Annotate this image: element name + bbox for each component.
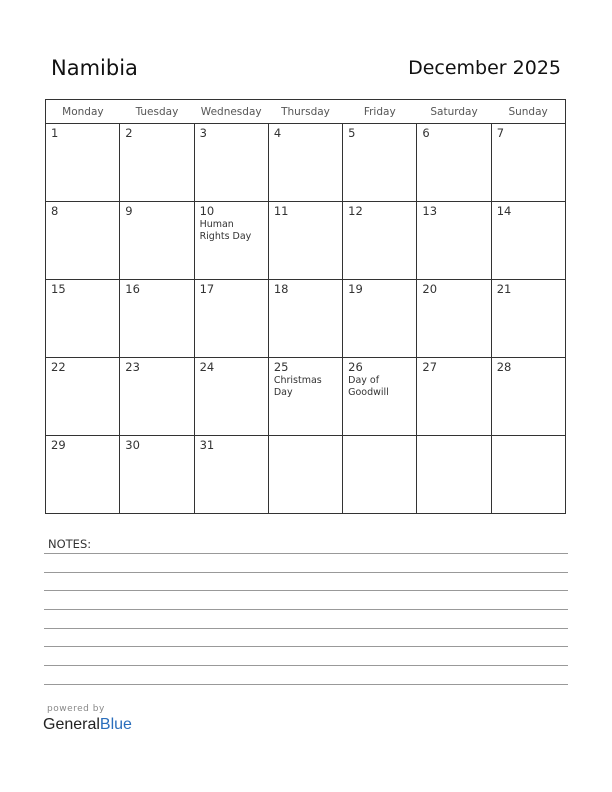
note-line bbox=[44, 590, 568, 591]
weekday-thursday: Thursday bbox=[268, 100, 342, 124]
week-row bbox=[46, 280, 566, 358]
day-cell bbox=[46, 358, 120, 436]
day-cell bbox=[417, 358, 491, 436]
note-line bbox=[44, 646, 568, 647]
day-number: 22 bbox=[51, 360, 66, 374]
day-cell bbox=[46, 124, 120, 202]
day-cell bbox=[343, 202, 417, 280]
day-cell bbox=[46, 280, 120, 358]
day-number: 3 bbox=[199, 126, 207, 140]
day-number: 8 bbox=[51, 204, 59, 218]
day-cell bbox=[417, 202, 491, 280]
week-row bbox=[46, 202, 566, 280]
day-cell bbox=[120, 358, 194, 436]
brand-blue: Blue bbox=[99, 716, 132, 733]
day-cell bbox=[343, 280, 417, 358]
day-cell bbox=[491, 436, 565, 514]
day-number: 17 bbox=[199, 282, 215, 296]
brand-general: General bbox=[43, 716, 100, 733]
week-row bbox=[46, 436, 566, 514]
day-number: 18 bbox=[273, 282, 289, 296]
weekday-wednesday: Wednesday bbox=[194, 100, 268, 124]
note-line bbox=[44, 553, 568, 554]
day-cell bbox=[417, 436, 491, 514]
day-cell bbox=[194, 202, 268, 280]
day-number: 19 bbox=[348, 282, 363, 296]
week-row bbox=[46, 358, 566, 436]
day-cell bbox=[120, 124, 194, 202]
day-number: 23 bbox=[125, 360, 140, 374]
day-cell bbox=[268, 280, 342, 358]
day-cell bbox=[268, 436, 342, 514]
day-cell bbox=[46, 202, 120, 280]
day-cell bbox=[268, 202, 342, 280]
weekday-friday: Friday bbox=[343, 100, 417, 124]
day-number: 25 bbox=[273, 360, 289, 374]
day-cell bbox=[491, 202, 565, 280]
day-number: 5 bbox=[348, 126, 356, 140]
day-number: 16 bbox=[125, 282, 140, 296]
day-cell bbox=[417, 124, 491, 202]
day-cell bbox=[194, 436, 268, 514]
day-number: 30 bbox=[125, 438, 140, 452]
note-line bbox=[44, 628, 568, 629]
day-cell bbox=[194, 358, 268, 436]
day-cell bbox=[46, 436, 120, 514]
day-number: 4 bbox=[273, 126, 282, 140]
holiday-label: Day of Goodwill bbox=[348, 375, 389, 398]
day-cell bbox=[491, 280, 565, 358]
brand-logo bbox=[43, 716, 132, 734]
day-cell bbox=[120, 436, 194, 514]
day-cell bbox=[194, 124, 268, 202]
day-cell bbox=[120, 280, 194, 358]
weekday-tuesday: Tuesday bbox=[120, 100, 194, 124]
day-number: 24 bbox=[199, 360, 215, 374]
holiday-label: Christmas Day bbox=[273, 375, 322, 398]
day-cell bbox=[491, 124, 565, 202]
day-number: 15 bbox=[51, 282, 66, 296]
day-cell bbox=[120, 202, 194, 280]
country-title: Namibia bbox=[51, 56, 138, 80]
day-number: 21 bbox=[496, 282, 512, 296]
day-number: 6 bbox=[422, 126, 430, 140]
day-number: 29 bbox=[51, 438, 66, 452]
day-number: 14 bbox=[496, 204, 512, 218]
powered-by-text: powered by bbox=[47, 704, 105, 714]
day-number: 26 bbox=[348, 360, 363, 374]
note-line bbox=[44, 609, 568, 610]
day-number: 12 bbox=[348, 204, 363, 218]
day-cell bbox=[268, 358, 342, 436]
day-cell bbox=[417, 280, 491, 358]
day-cell bbox=[268, 124, 342, 202]
holiday-label: Human Rights Day bbox=[199, 219, 252, 242]
day-cell bbox=[343, 436, 417, 514]
weekday-header-row bbox=[46, 100, 566, 124]
day-number: 31 bbox=[199, 438, 215, 452]
day-number: 13 bbox=[422, 204, 438, 218]
calendar-grid bbox=[45, 99, 566, 514]
week-row bbox=[46, 124, 566, 202]
day-number: 9 bbox=[125, 204, 133, 218]
weekday-saturday: Saturday bbox=[417, 100, 491, 124]
notes-label: NOTES: bbox=[48, 537, 92, 551]
day-number: 11 bbox=[273, 204, 289, 218]
note-line bbox=[44, 684, 568, 685]
day-cell bbox=[343, 124, 417, 202]
day-cell bbox=[343, 358, 417, 436]
day-cell bbox=[194, 280, 268, 358]
note-line bbox=[44, 572, 568, 573]
day-number: 27 bbox=[422, 360, 438, 374]
day-number: 1 bbox=[51, 126, 59, 140]
weekday-sunday: Sunday bbox=[491, 100, 565, 124]
weekday-monday: Monday bbox=[46, 100, 120, 124]
day-number: 2 bbox=[125, 126, 133, 140]
day-number: 7 bbox=[496, 126, 505, 140]
note-line bbox=[44, 665, 568, 666]
day-cell bbox=[491, 358, 565, 436]
day-number: 10 bbox=[199, 204, 215, 218]
day-number: 28 bbox=[496, 360, 512, 374]
month-year-title: December 2025 bbox=[408, 57, 561, 79]
day-number: 20 bbox=[422, 282, 438, 296]
